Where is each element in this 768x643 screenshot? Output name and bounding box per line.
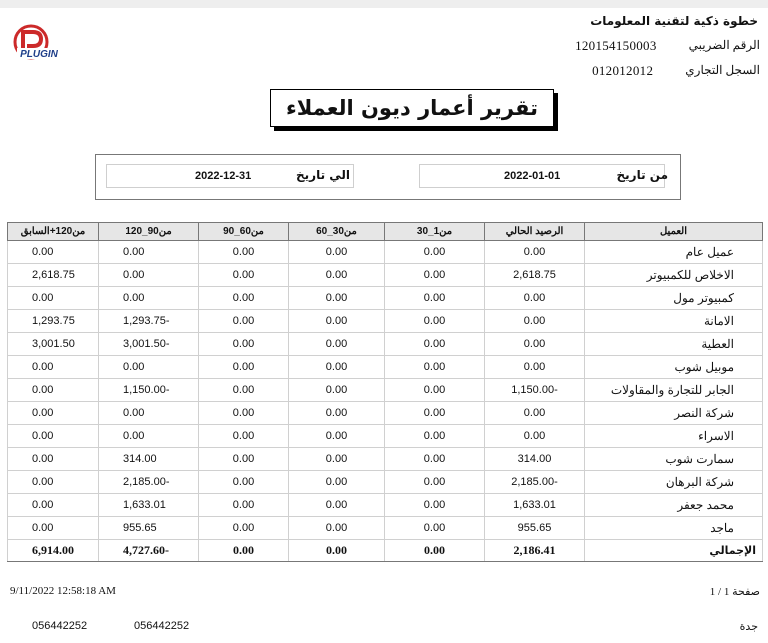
amount-cell: 0.00 [289,425,385,448]
amount-cell: 0.00 [289,517,385,540]
amount-cell: 0.00 [485,356,585,379]
tax-number: 120154150003 [575,38,657,53]
col-customer: العميل [585,223,763,241]
customer-name: الجابر للتجارة والمقاولات [585,379,763,402]
amount-cell: 0.00 [385,356,485,379]
customer-name: عميل عام [585,241,763,264]
cr-row [592,63,760,79]
amount-cell: 0.00 [199,425,289,448]
from-date-label: من تاريخ [616,168,668,182]
amount-cell: 0.00 [289,310,385,333]
amount-cell: 0.00 [485,333,585,356]
to-date-value: 2022-12-31 [195,170,252,182]
report-title-box [270,89,554,127]
col-120-plus: من120+السابق [8,223,99,241]
table-header-row [8,223,763,241]
amount-cell: 2,618.75 [485,264,585,287]
amount-cell: 3,001.50 [8,333,99,356]
phone-1: 056442252 [32,620,88,632]
amount-cell: 1,633.01 [99,494,199,517]
amount-cell: 0.00 [99,264,199,287]
amount-cell: 0.00 [485,310,585,333]
amount-cell: 0.00 [289,494,385,517]
amount-cell: 0.00 [289,402,385,425]
amount-cell: -1,150.00 [485,379,585,402]
amount-cell: 0.00 [385,425,485,448]
customer-name: ماجد [585,517,763,540]
amount-cell: 0.00 [199,540,289,562]
amount-cell: 0.00 [199,310,289,333]
amount-cell: 0.00 [385,310,485,333]
amount-cell: 0.00 [289,333,385,356]
table-row [8,379,763,402]
amount-cell: 0.00 [289,448,385,471]
customer-name: الاسراء [585,425,763,448]
amount-cell: 2,186.41 [485,540,585,562]
logo-text: PLUGIN [20,49,58,60]
amount-cell: 0.00 [385,517,485,540]
table-row [8,356,763,379]
amount-cell: -1,293.75 [99,310,199,333]
amount-cell: 0.00 [385,402,485,425]
amount-cell: 0.00 [485,425,585,448]
tax-label: الرقم الضريبي [688,38,760,52]
report-title: تقرير أعمار ديون العملاء [286,96,538,120]
amount-cell: 0.00 [199,333,289,356]
date-filter [95,154,681,200]
amount-cell: 0.00 [8,494,99,517]
amount-cell: 0.00 [289,264,385,287]
amount-cell: 0.00 [8,425,99,448]
table-row [8,241,763,264]
amount-cell: 0.00 [199,241,289,264]
amount-cell: 955.65 [485,517,585,540]
table-row [8,517,763,540]
amount-cell: 2,618.75 [8,264,99,287]
amount-cell: 0.00 [199,517,289,540]
customer-name: موبيل شوب [585,356,763,379]
amount-cell: 0.00 [289,540,385,562]
amount-cell: 0.00 [8,517,99,540]
customer-name: العطية [585,333,763,356]
amount-cell: 0.00 [385,287,485,310]
customer-name: محمد جعفر [585,494,763,517]
col-60-90: من60_90 [199,223,289,241]
amount-cell: 0.00 [199,379,289,402]
table-row [8,425,763,448]
amount-cell: 314.00 [99,448,199,471]
total-label: الإجمالي [585,540,763,562]
plugin-logo [9,24,65,62]
printed-timestamp: 9/11/2022 12:58:18 AM [10,585,116,597]
amount-cell: -2,185.00 [99,471,199,494]
amount-cell: 0.00 [485,402,585,425]
city: جدة [739,620,758,633]
col-balance: الرصيد الحالي [485,223,585,241]
amount-cell: 0.00 [99,402,199,425]
amount-cell: 0.00 [385,494,485,517]
amount-cell: 0.00 [8,471,99,494]
tax-row [575,38,760,54]
amount-cell: 0.00 [289,356,385,379]
page-number: صفحة 1 / 1 [709,586,760,598]
amount-cell: 0.00 [199,494,289,517]
amount-cell: 0.00 [8,241,99,264]
table-row [8,402,763,425]
amount-cell: 1,293.75 [8,310,99,333]
amount-cell: -4,727.60 [99,540,199,562]
cr-number: 012012012 [592,63,654,78]
amount-cell: 0.00 [485,241,585,264]
table-row [8,310,763,333]
amount-cell: 0.00 [8,287,99,310]
amount-cell: 0.00 [385,540,485,562]
amount-cell: -3,001.50 [99,333,199,356]
customer-name: شركة البرهان [585,471,763,494]
amount-cell: 1,633.01 [485,494,585,517]
amount-cell: 0.00 [199,264,289,287]
amount-cell: 0.00 [199,448,289,471]
amount-cell: 0.00 [385,379,485,402]
table-row [8,448,763,471]
amount-cell: 0.00 [8,356,99,379]
amount-cell: 0.00 [99,241,199,264]
aging-table [7,222,763,562]
company-name: خطوة ذكية لتقنية المعلومات [590,14,758,28]
amount-cell: 0.00 [8,448,99,471]
amount-cell: 0.00 [289,287,385,310]
table-row [8,471,763,494]
amount-cell: 0.00 [385,471,485,494]
amount-cell: 0.00 [385,448,485,471]
customer-name: سمارت شوب [585,448,763,471]
phone-2: 056442252 [134,620,190,632]
amount-cell: 314.00 [485,448,585,471]
amount-cell: 0.00 [199,356,289,379]
col-1-30: من1_30 [385,223,485,241]
to-date-label: الي تاريخ [296,168,351,182]
amount-cell: 0.00 [199,471,289,494]
amount-cell: 0.00 [99,356,199,379]
col-30-60: من30_60 [289,223,385,241]
cr-label: السجل التجاري [685,63,760,77]
amount-cell: 0.00 [199,287,289,310]
customer-name: شركة النصر [585,402,763,425]
customer-name: الاخلاص للكمبيوتر [585,264,763,287]
table-row [8,287,763,310]
table-row [8,333,763,356]
amount-cell: 0.00 [99,287,199,310]
amount-cell: 0.00 [199,402,289,425]
table-row [8,264,763,287]
customer-name: كمبيوتر مول [585,287,763,310]
amount-cell: 955.65 [99,517,199,540]
from-date-value: 2022-01-01 [504,170,561,182]
amount-cell: 0.00 [385,241,485,264]
amount-cell: 6,914.00 [8,540,99,562]
amount-cell: -2,185.00 [485,471,585,494]
amount-cell: -1,150.00 [99,379,199,402]
total-row [8,540,763,562]
col-90-120: من90_120 [99,223,199,241]
amount-cell: 0.00 [485,287,585,310]
amount-cell: 0.00 [385,333,485,356]
table-row [8,494,763,517]
amount-cell: 0.00 [99,425,199,448]
amount-cell: 0.00 [8,402,99,425]
customer-name: الامانة [585,310,763,333]
amount-cell: 0.00 [8,379,99,402]
amount-cell: 0.00 [385,264,485,287]
amount-cell: 0.00 [289,471,385,494]
amount-cell: 0.00 [289,241,385,264]
amount-cell: 0.00 [289,379,385,402]
